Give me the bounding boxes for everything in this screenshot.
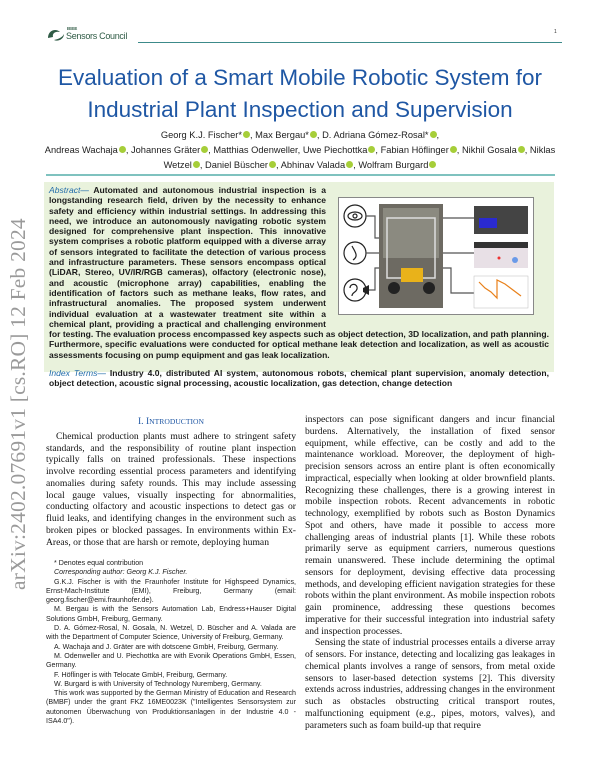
graphical-abstract-figure [338, 197, 534, 315]
footnote: G.K.J. Fischer is with the Fraunhofer Institute for Highspeed Dynamics, Ernst-Mach-Institute (EMI), Freiburg, Germany (email: georg.fischer@emi.fraunhofer.de). [46, 577, 296, 605]
index-terms-label: Index Terms— [49, 368, 106, 379]
section-numeral: I. [137, 416, 146, 427]
paragraph: Chemical production plants must adhere to stringent safety standards, and the responsibility of routine plant inspection typically falls on trained professionals. These inspections involve recording essential process parameters and identifying anomalies during safety rounds. This may include assessing local gauge values, visually inspecting for abnormalities, conducting olfactory and acoustic inspections to detect gas or fluid leaks, and identifying changes in the environment such as broken pipes or blocked passages. In environments within Ex-Areas, or those that are harsh or remote, deploying human [46, 430, 296, 548]
orcid-icon[interactable] [429, 161, 436, 168]
robot-sensor-diagram [339, 198, 533, 314]
header-rule [138, 42, 562, 43]
footnote: W. Burgard is with University of Technology Nuremberg, Germany. [54, 679, 262, 688]
index-terms [49, 368, 549, 389]
footnote: This work was supported by the German Ministry of Education and Research (BMBF) under the grant FKZ 16ME0023K ("Intelligentes Sensorsystem zur autonomen Überwachung von Produktionsanlagen in der Industrie 4.0 - ISA4.0"). [46, 689, 296, 726]
section-heading-introduction [46, 416, 296, 428]
orcid-icon[interactable] [346, 161, 353, 168]
eye-icon [344, 205, 366, 227]
orcid-icon[interactable] [119, 146, 126, 153]
acoustic-plot-image [474, 276, 528, 308]
paragraph: inspectors can pose significant dangers and incur financial burdens. Alternatively, the installation of fixed sensor equipment, while effective, can be costly and add to the maintenance workload. Moreover, the deployment of high-precision sensors across an entire plant is often economically impractical, especially when looking at older brownfield plants. Recognizing these challenges, there is a growing interest in mobile inspection robots. Recent advancements in robotic technology, exemplified by robots such as Boston Dynamics Spot and others, have made it possible to access more challenging areas of industrial plants [1]. While these robots primarily serve as equipment carriers, numerous questions remain unanswered. These include determining the optimal sensors for deployment, devising effective data processing methods, and developing efficient navigation strategies for these robots within the plant environment. As mobile inspection robots gain prominence, addressing these questions becomes imperative for their successful integration into industrial safety and inspection processes. [305, 414, 555, 637]
footnote: F. Höflinger is with Telocate GmbH, Freiburg, Germany. [54, 670, 228, 679]
abstract-label: Abstract— [49, 185, 89, 195]
orcid-icon[interactable] [243, 131, 250, 138]
footnote: M. Odenweller and U. Piechottka are with Evonik Operations GmbH, Essen, Germany. [46, 651, 296, 670]
author: Niklas Wetzel [163, 145, 556, 170]
author: Johannes Gräter [130, 145, 201, 155]
orcid-icon[interactable] [269, 161, 276, 168]
orcid-icon[interactable] [518, 146, 525, 153]
footnote: M. Bergau is with the Sensors Automation Lab, Endress+Hauser Digital Solutions GmbH, Freiburg, Germany. [46, 605, 296, 623]
author: Max Bergau* [255, 130, 309, 140]
logo-ieee-text: IEEE [67, 26, 78, 31]
orcid-icon[interactable] [430, 131, 437, 138]
robot-body [401, 268, 423, 282]
page-number: 1 [554, 29, 557, 35]
index-terms-text: Industry 4.0, distributed AI system, autonomous robots, chemical plant supervision, anomaly detection, object detection, acoustic signal processing, acoustic localization, gas detection, change detection [49, 368, 549, 389]
orcid-icon[interactable] [193, 161, 200, 168]
author: Uwe Piechottka [302, 145, 368, 155]
logo-text: Sensors Council [66, 31, 128, 41]
author: Georg K.J. Fischer* [160, 130, 242, 140]
author: Wolfram Burgard [358, 160, 429, 170]
heading-initial: I [145, 416, 150, 427]
author-list: Georg K.J. Fischer* , Max Bergau* , D. Adriana Gómez-Rosal* , Andreas Wachaja , Johannes Gräter , Matthias Odenweller, Uwe Piechottka , Fabian Höflinger , Nikhil Gosala , Niklas Wetzel , Daniel Büscher , Abhinav Valada , Wolfram Burgard [44, 130, 556, 170]
paragraph: Sensing the state of industrial processes entails a diverse array of sensors. For instance, detecting and localizing gas leakages in chemical plants involves a range of sensors, from metal oxide sensors to laser-based detection systems [2]. This diversity extends across industries, addressing changes in the environment such as obstacles obstructing critical transport routes, malfunctioning equipment (e.g., pipes, motors, valves), and parameters such as foam build-up that require [305, 637, 555, 731]
arxiv-identifier[interactable]: arXiv:2402.07691v1 [cs.RO] 12 Feb 2024 [6, 218, 30, 590]
author: Daniel Büscher [204, 160, 269, 170]
abstract-text: Automated and autonomous industrial inspection is a longstanding research field, driven by the necessity to enhance safety and efficiency within industrial settings. In addressing this need, we introduce an autonomously navigating robotic system designed for comprehensive plant inspection. This innovative system comprises a robotic platform equipped with a diverse array of sensors integrated to facilitate the detection of various process and infrastructure parameters. These sensors encompass optical (LiDAR, Stereo, UV/IR/RGB cameras), olfactory (electronic nose), and acoustic (microphone array) capabilities, enabling the identification of factors such as methane leaks, flow rates, and infrastructural anomalies. The proposed system underwent individual evaluation at a wastewater treatment site within a chemical plant, providing a practical and challenging environment for testing. The evaluation process encompassed key aspects such as object detection, 3D localization, and path planning. Furthermore, specific evaluations were conducted for optical methane leak detection and localization, as well as acoustic assessments focusing on pump equipment and gas leak localization. [49, 185, 549, 360]
author: Fabian Höflinger [380, 145, 449, 155]
author: D. Adriana Gómez-Rosal* [322, 130, 429, 140]
paper-title: Evaluation of a Smart Mobile Robotic System for Industrial Plant Inspection and Supervision [58, 65, 542, 122]
ear-icon [344, 279, 366, 301]
left-column [46, 416, 296, 548]
footnote: Corresponding author: Georg K.J. Fischer. [54, 568, 188, 577]
author: Abhinav Valada [280, 160, 346, 170]
orcid-icon[interactable] [368, 146, 375, 153]
orcid-icon[interactable] [201, 146, 208, 153]
author: Matthias Odenweller [213, 145, 298, 155]
footnote: D. A. Gómez-Rosal, N. Gosala, N. Wetzel, D. Büscher and A. Valada are with the Department of Computer Science, University of Freiburg, Germany. [46, 624, 296, 642]
author: Nikhil Gosala [461, 145, 517, 155]
right-column [305, 414, 555, 731]
abstract-box [44, 182, 554, 389]
footnote: A. Wachaja and J. Gräter are with dotscene GmbH, Freiburg, Germany. [54, 642, 279, 651]
footnote: * Denotes equal contribution [54, 559, 144, 567]
heading-rest: NTRODUCTION [149, 417, 205, 426]
orcid-icon[interactable] [310, 131, 317, 138]
title-rule [46, 174, 555, 176]
orcid-icon[interactable] [450, 146, 457, 153]
footnotes [46, 559, 296, 726]
author: Andreas Wachaja [44, 145, 118, 155]
